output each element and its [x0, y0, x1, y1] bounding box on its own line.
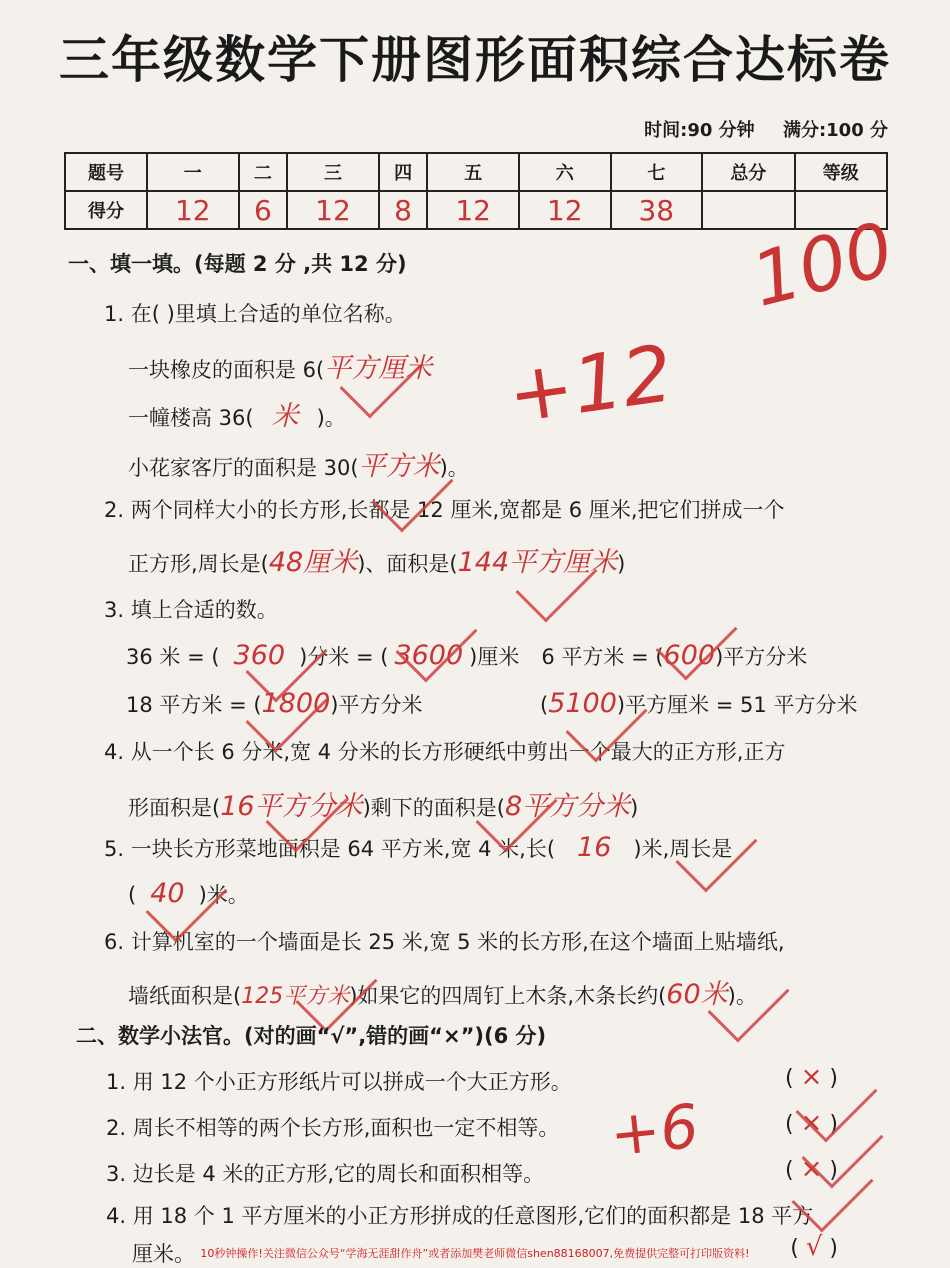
q4-line2-b: )剩下的面积是(: [362, 796, 505, 820]
score-table: [64, 152, 888, 230]
q5-line1: [104, 832, 732, 863]
q5-line1-b: )米,周长是: [633, 837, 733, 861]
q3-r1-answer3: 600: [663, 640, 716, 671]
q5-answer-perimeter: 40: [150, 878, 185, 909]
q2-line2-b: )、面积是(: [357, 552, 458, 576]
q2-line2-a: 正方形,周长是(: [128, 552, 269, 576]
section1-heading: 一、填一填。(每题 2 分 ,共 12 分): [68, 252, 407, 276]
col-total: 总分: [702, 153, 794, 191]
col-5: 五: [427, 153, 519, 191]
q1-b: [128, 394, 346, 433]
q5-line1-a: 5. 一块长方形菜地面积是 64 平方米,宽 4 米,长(: [104, 837, 556, 861]
judge-item-1: 1. 用 12 个小正方形纸片可以拼成一个大正方形。: [106, 1070, 572, 1094]
score-7: 38: [611, 191, 703, 229]
footer-notice: 10秒钟操作!关注微信公众号“学海无涯甜作舟”或者添加樊老师微信shen88168007,免费提供完整可打印版资料!: [200, 1247, 750, 1260]
time-limit: 时间:90 分钟: [644, 120, 755, 141]
q1-c-end: )。: [439, 456, 469, 480]
q6-line2-a: 墙纸面积是(: [128, 984, 242, 1008]
q3-r1-e: )平方分米: [715, 645, 808, 669]
q1-b-answer: 米: [271, 401, 299, 432]
section1-plus-mark: +12: [502, 328, 679, 442]
q2-answer-area: 144平方厘米: [457, 547, 618, 578]
col-1: 一: [147, 153, 239, 191]
q5-line2-b: )米。: [198, 883, 249, 907]
judge-answer-1: ( × ): [785, 1062, 838, 1092]
col-7: 七: [611, 153, 703, 191]
q4-line2-c: ): [630, 796, 639, 820]
q4-answer-square: 16平方分米: [220, 791, 363, 822]
score-label: 得分: [65, 191, 147, 229]
score-1: 12: [147, 191, 239, 229]
judge-answer-3-mark: ×: [800, 1154, 823, 1184]
col-grade: 等级: [795, 153, 887, 191]
q1-stem: 1. 在( )里填上合适的单位名称。: [104, 302, 406, 326]
judge-answer-1-mark: ×: [800, 1062, 823, 1092]
full-score: 满分:100 分: [782, 120, 888, 141]
judge-answer-4: ( √ ): [790, 1232, 838, 1262]
q4-line1: 4. 从一个长 6 分米,宽 4 分米的长方形硬纸中剪出一个最大的正方形,正方: [104, 740, 786, 764]
check-mark-icon: [675, 810, 757, 892]
q3-r1-answer2: 3600: [394, 640, 464, 671]
q2-answer-perimeter: 48厘米: [268, 547, 358, 578]
judge-item-4: 4. 用 18 个 1 平方厘米的小正方形拼成的任意图形,它们的面积都是 18 平方: [106, 1204, 814, 1228]
q5-line2-a: (: [128, 883, 137, 907]
q4-answer-remaining: 8平方分米: [504, 791, 631, 822]
q3-r2-answer2: 5100: [548, 688, 617, 719]
judge-answer-3: ( × ): [785, 1154, 838, 1184]
q4-line2-a: 形面积是(: [128, 796, 221, 820]
judge-answer-4-mark: √: [805, 1232, 823, 1262]
judge-item-4-cont: 厘米。: [132, 1242, 195, 1266]
q4-line2: [128, 784, 638, 823]
q2-line2-c: ): [617, 552, 626, 576]
score-table-score-row: [65, 191, 887, 229]
q1-b-text: 一幢楼高 36(: [128, 406, 254, 430]
judge-item-2: 2. 周长不相等的两个长方形,面积也一定不相等。: [106, 1116, 560, 1140]
page-title: 三年级数学下册图形面积综合达标卷: [59, 31, 891, 89]
judge-answer-2: ( × ): [785, 1108, 838, 1138]
score-2: 6: [239, 191, 288, 229]
q5-answer-length: 16: [577, 832, 612, 863]
col-2: 二: [239, 153, 288, 191]
q3-stem: 3. 填上合适的数。: [104, 598, 278, 622]
section2-plus-mark: +6: [606, 1091, 702, 1171]
score-total: [702, 191, 794, 229]
q1-a-answer: 平方厘米: [324, 353, 433, 384]
col-4: 四: [379, 153, 428, 191]
q6-answer-length: 60米: [666, 979, 728, 1010]
score-4: 8: [379, 191, 428, 229]
q1-b-end: )。: [316, 406, 346, 430]
q3-r1-d: 6 平方米 = (: [541, 645, 664, 669]
q3-r2-c: (: [540, 693, 549, 717]
q1-c-text: 小花家客厅的面积是 30(: [128, 456, 359, 480]
section2-heading: 二、数学小法官。(对的画“√”,错的画“×”)(6 分): [76, 1024, 547, 1048]
time-info: [622, 116, 888, 142]
score-5: 12: [427, 191, 519, 229]
score-3: 12: [287, 191, 379, 229]
q3-r1-b: )分米 = (: [299, 645, 389, 669]
q3-r2-b: )平方分米: [330, 693, 423, 717]
q6-line2: [128, 972, 757, 1011]
q1-c-answer: 平方米: [358, 451, 440, 482]
q6-answer-area: 125平方米: [241, 984, 350, 1009]
judge-item-3: 3. 边长是 4 米的正方形,它的周长和面积相等。: [106, 1162, 545, 1186]
q3-r1-answer1: 360: [233, 640, 286, 671]
q3-r1-c: )厘米: [469, 645, 520, 669]
q3-r1-a: 36 米 = (: [126, 645, 220, 669]
q6-line2-c: )。: [727, 984, 757, 1008]
total-score-handwritten: 100: [743, 206, 902, 324]
col-3: 三: [287, 153, 379, 191]
header-label: 题号: [65, 153, 147, 191]
score-6: 12: [519, 191, 611, 229]
q3-r2-d: )平方厘米 = 51 平方分米: [616, 693, 858, 717]
q1-a-text: 一块橡皮的面积是 6(: [128, 358, 325, 382]
score-table-header-row: [65, 153, 887, 191]
q3-r2-answer1: 1800: [261, 688, 331, 719]
q6-line1: 6. 计算机室的一个墙面是长 25 米,宽 5 米的长方形,在这个墙面上贴墙纸,: [104, 930, 785, 954]
q2-line1: 2. 两个同样大小的长方形,长都是 12 厘米,宽都是 6 厘米,把它们拼成一个: [104, 498, 785, 522]
q6-line2-b: )如果它的四周钉上木条,木条长约(: [349, 984, 667, 1008]
q3-r2-a: 18 平方米 = (: [126, 693, 262, 717]
col-6: 六: [519, 153, 611, 191]
judge-answer-2-mark: ×: [800, 1108, 823, 1138]
